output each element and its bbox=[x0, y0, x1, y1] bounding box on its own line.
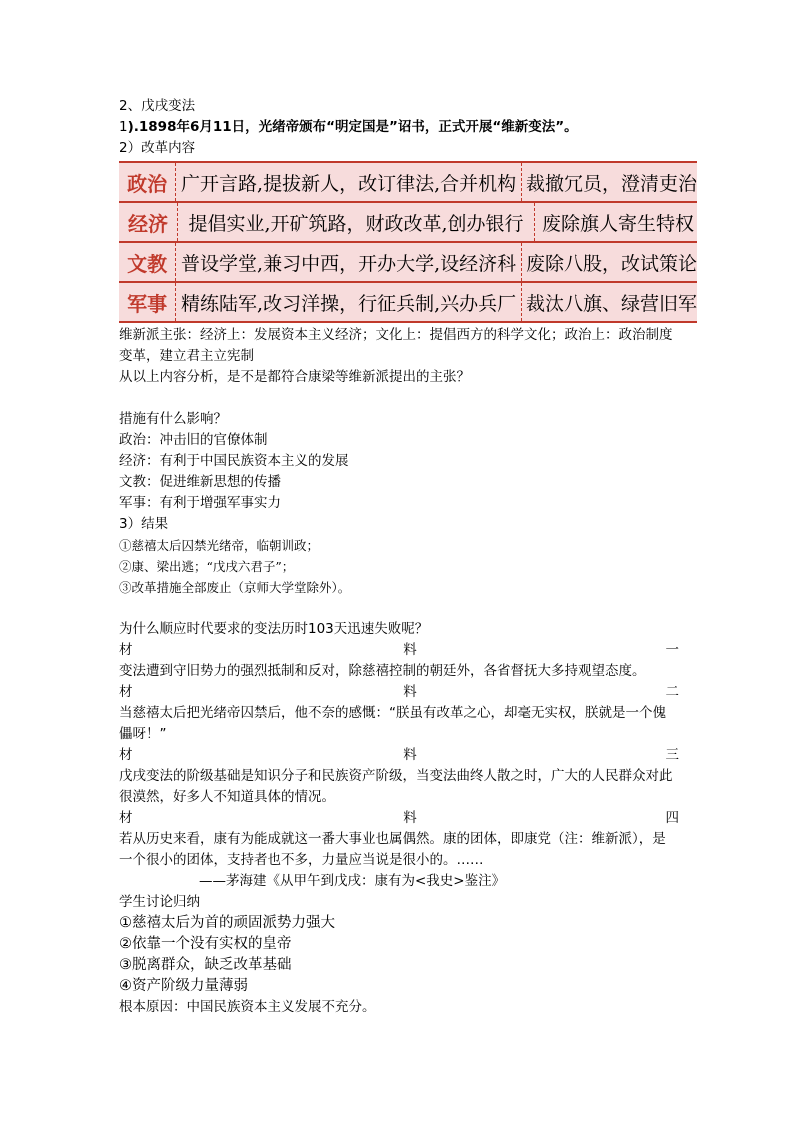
reform-measures-extra: 废除旗人寄生特权 bbox=[541, 212, 694, 235]
discussion-item: ①慈禧太后为首的顽固派势力强大 bbox=[119, 915, 335, 931]
material-text: 变法遭到守旧势力的强烈抵制和反对，除慈禧控制的朝廷外，各省督抚大多持观望态度。 bbox=[119, 663, 646, 679]
reform-measures: 广开言路,提拔新人，改订律法,合并机构 bbox=[176, 163, 522, 201]
reform-measures-extra: 废除八股，改试策论 bbox=[525, 252, 697, 275]
reform-measures: 提倡实业,开矿筑路，财政改革,创办银行 bbox=[178, 203, 535, 241]
item-1 bbox=[119, 117, 679, 138]
material-label-b: 料 bbox=[403, 747, 417, 763]
reform-category: 文教 bbox=[119, 243, 176, 281]
reform-category: 政治 bbox=[119, 163, 176, 201]
material-heading bbox=[119, 682, 679, 703]
reform-measures-extra: 裁撤冗员，澄清吏治 bbox=[525, 172, 697, 195]
material-heading bbox=[119, 808, 679, 829]
result-item: ②康、梁出逃；“戊戌六君子”； bbox=[119, 559, 295, 574]
material-number: 一 bbox=[665, 642, 679, 658]
reform-category: 军事 bbox=[119, 283, 176, 321]
material-label-a: 材 bbox=[119, 642, 133, 658]
impact-item: 军事：有利于增强军事实力 bbox=[119, 495, 281, 511]
reform-row bbox=[119, 163, 697, 201]
spacer bbox=[119, 388, 679, 409]
item-1-text: ).1898年6月11日，光绪帝颁布“明定国是”诏书，正式开展“维新变法”。 bbox=[127, 119, 578, 135]
result-item: ①慈禧太后囚禁光绪帝，临朝训政； bbox=[119, 538, 320, 553]
impact-title: 措施有什么影响？ bbox=[119, 411, 227, 427]
material-text: 当慈禧太后把光绪帝囚禁后，他不奈的感慨：“朕虽有改革之心，却毫无实权，朕就是一个傀儡呀！” bbox=[119, 705, 666, 742]
result-title: 3）结果 bbox=[119, 516, 169, 532]
material-heading bbox=[119, 745, 679, 766]
material-number: 三 bbox=[665, 747, 679, 763]
material-text: 若从历史来看，康有为能成就这一番大事业也属偶然。康的团体，即康党（注：维新派），是一个很小的团体，支持者也不多，力量应当说是很小的。…… bbox=[119, 831, 666, 868]
material-label-a: 材 bbox=[119, 747, 133, 763]
reform-measures: 普设学堂,兼习中西，开办大学,设经济科 bbox=[176, 243, 522, 281]
discussion-title: 学生讨论归纳 bbox=[119, 894, 200, 910]
reform-row bbox=[119, 241, 697, 281]
reform-table bbox=[119, 161, 697, 323]
proposal-text: 维新派主张：经济上：发展资本主义经济；文化上：提倡西方的科学文化；政治上：政治制度变革，建立君主立宪制 bbox=[119, 327, 673, 364]
reform-row bbox=[119, 201, 697, 241]
document-page bbox=[119, 96, 697, 1018]
reform-row bbox=[119, 281, 697, 321]
material-text: 戊戌变法的阶级基础是知识分子和民族资产阶级，当变法曲终人散之时，广大的人民群众对此很漠然，好多人不知道具体的情况。 bbox=[119, 768, 673, 805]
material-number: 四 bbox=[665, 810, 679, 826]
item-1-prefix: 1 bbox=[119, 119, 128, 135]
spacer bbox=[119, 598, 679, 619]
item-2: 2）改革内容 bbox=[119, 140, 196, 156]
material-label-b: 料 bbox=[403, 684, 417, 700]
reform-measures: 精练陆军,改习洋操，行征兵制,兴办兵厂 bbox=[176, 283, 522, 321]
question-1: 从以上内容分析，是不是都符合康梁等维新派提出的主张？ bbox=[119, 369, 470, 385]
material-label-b: 料 bbox=[403, 642, 417, 658]
root-cause: 根本原因：中国民族资本主义发展不充分。 bbox=[119, 999, 376, 1015]
reform-measures-extra: 裁汰八旗、绿营旧军 bbox=[525, 292, 697, 315]
result-item: ③改革措施全部废止（京师大学堂除外）。 bbox=[119, 580, 351, 595]
impact-item: 经济：有利于中国民族资本主义的发展 bbox=[119, 453, 349, 469]
citation: ——茅海建《从甲午到戊戌：康有为<我史>鉴注》 bbox=[199, 873, 506, 889]
material-number: 二 bbox=[665, 684, 679, 700]
discussion-item: ③脱离群众，缺乏改革基础 bbox=[119, 957, 292, 973]
discussion-item: ②依靠一个没有实权的皇帝 bbox=[119, 936, 292, 952]
reform-category: 经济 bbox=[119, 203, 178, 241]
impact-item: 文教：促进维新思想的传播 bbox=[119, 474, 281, 490]
impact-item: 政治：冲击旧的官僚体制 bbox=[119, 432, 268, 448]
material-label-b: 料 bbox=[403, 810, 417, 826]
material-label-a: 材 bbox=[119, 684, 133, 700]
discussion-item: ④资产阶级力量薄弱 bbox=[119, 978, 248, 994]
question-2: 为什么顺应时代要求的变法历时103天迅速失败呢？ bbox=[119, 621, 429, 637]
material-label-a: 材 bbox=[119, 810, 133, 826]
material-heading bbox=[119, 640, 679, 661]
section-title: 2、戊戌变法 bbox=[119, 98, 196, 114]
